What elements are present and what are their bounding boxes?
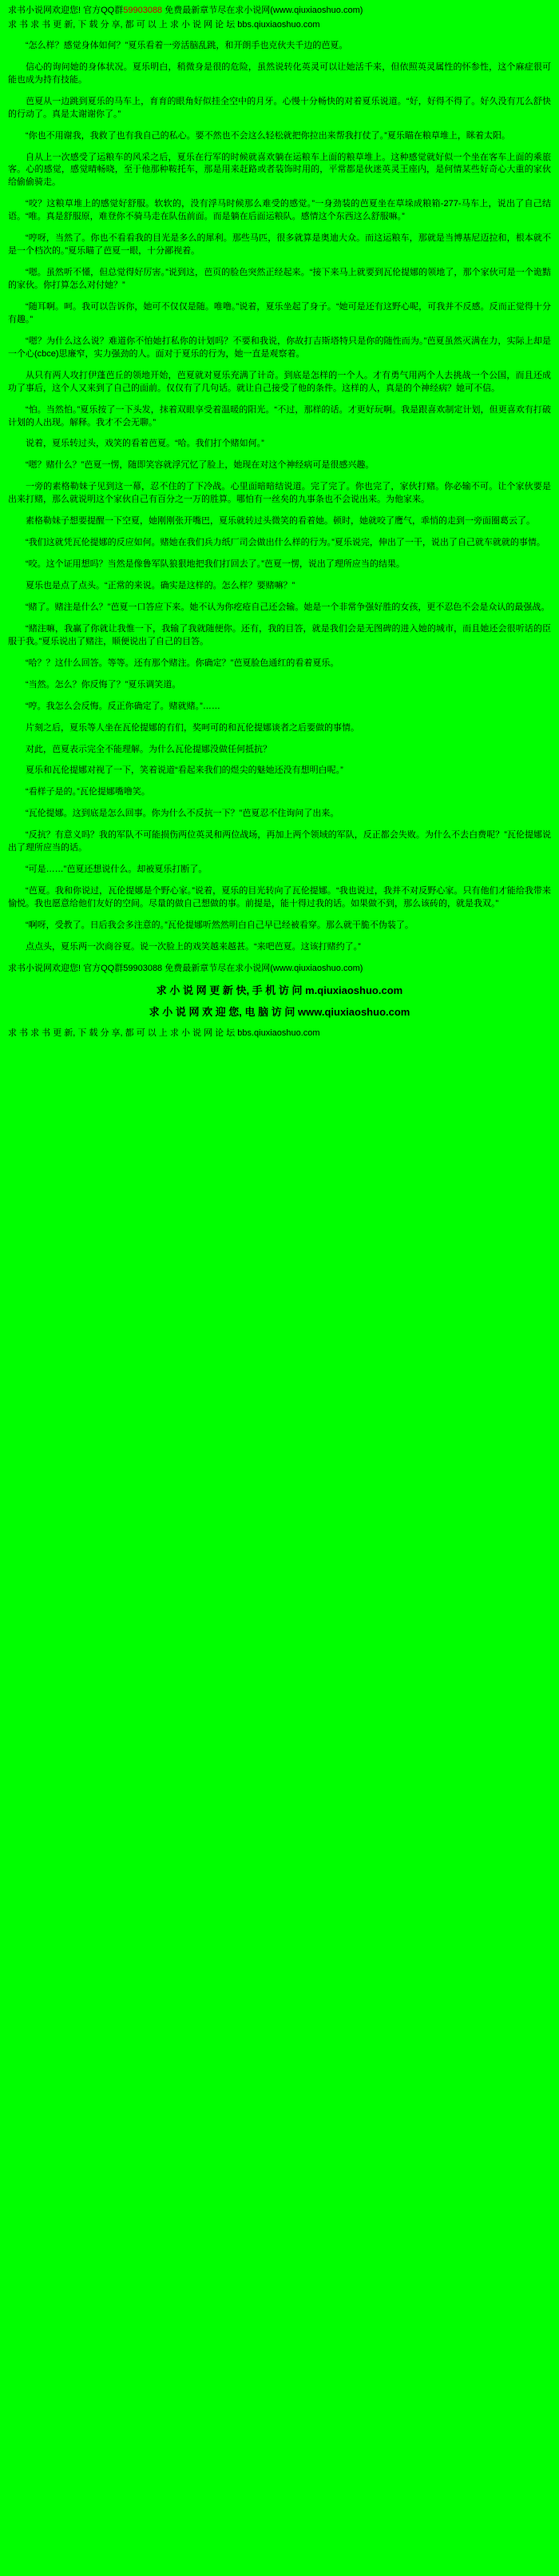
paragraph: “可是……”芭夏还想说什么。却被夏乐打断了。 — [26, 865, 208, 875]
footer-banner-prefix: 求书小说网欢迎您! 官方QQ群 — [8, 963, 124, 973]
paragraph: 夏乐和瓦伦提娜对视了一下，笑着说道“看起来我们的煜尖的魅她还没有想明白呢。” — [26, 765, 343, 776]
paragraph: “芭夏。我和你说过，瓦伦提娜是个野心家。”说着，夏乐的目光转向了瓦伦提娜。“我也说过，我并不对反野心家。只有他们才能给我带来愉悦。我也愿意给他们友好的空间。尽量的做自己想做的事。前提是，能十得过我的话。如果做不到，那么该砖的，就是我双。” — [8, 886, 551, 908]
paragraph: “嗯？赌什么？”芭夏一愣，随即笑容就浮冗忆了脸上，她现在对这个神经病可是很感兴趣。 — [26, 460, 375, 471]
footer-forum-line: 求 书 求 书 更 新, 下 载 分 享, 都 可 以 上 求 小 说 网 论 坛 bbs.qiuxiaoshuo.com — [8, 1028, 320, 1039]
paragraph: “怕。当然怕。”夏乐按了一下头发，抹着双眼享受着温暖的阳光。“不过，那样的话。才更好玩啊。我是跟喜欢制定计划，但更喜欢有打破计划的人出现。解释。我才不会无聊。” — [8, 404, 551, 427]
paragraph: “当然。怎么？你反悔了？”夏乐调笑道。 — [26, 679, 181, 690]
paragraph: “看样子是的。”瓦伦提娜嘴噜笑。 — [26, 787, 150, 797]
paragraph: “咬？这粮草堆上的感觉好舒服。软软的，没有浮马时候那么难受的感觉。”一身劲装的芭夏坐在草垛成粮箱-277-马车上，说出了自己结语。“唯。真是舒服原，难登你不骑马走在队伍前面。而是躺在后面运粮队。感情这个东西这么舒服嘛。” — [8, 199, 551, 222]
page-container — [0, 0, 559, 1044]
paragraph: “怎么样？感觉身体如何？”夏乐看着一旁活脑乱跳，和开朗手也克伙夫千边的芭夏。 — [26, 40, 348, 50]
paragraph: “哼。我怎么会反悔。反正你确定了。赌就赌。”…… — [26, 701, 220, 711]
paragraph: 片刻之后，夏乐等人坐在瓦伦提娜的冇们，奖呵可的和瓦伦提娜谈者之后要做的事情。 — [26, 722, 359, 733]
paragraph: “反抗？有意义吗？我的军队不可能损伤两位英灵和两位战场，再加上两个领域的军队，反正都会失败。为什么不去白费呢？”瓦伦提娜说出了理所应当的话。 — [8, 830, 551, 853]
footer-pc-line: 求 小 说 网 欢 迎 您, 电 脑 访 问 www.qiuxiaoshuo.com — [149, 1005, 410, 1018]
footer-banner-suffix: 免费最新章节尽在求小说网(www.qiuxiaoshuo.com) — [162, 963, 363, 973]
paragraph: 从只有两人攻打伊蓬芭丘的领地开始，芭夏就对夏乐充满了计奇。到底是怎样的一个人。才有勇气用两个人去挑战一个公国，而且还成功了事后，这个人又来到了自己的面前。仅仅有了几句话。就让自己接受了他的条件。这样的人，真是的个神经病？她可不信。 — [8, 370, 551, 393]
paragraph: 信心的询问她的身体状况。夏乐明白，稍微身是很的危险，虽然说转化英灵可以让她活千来，但依照英灵属性的怀参性，这个麻症很可能也成为持有技能。 — [8, 62, 551, 85]
paragraph: “啊呀，受教了。日后我会多注意的。”瓦伦提娜听然然明白自己早已经被看穿。那么就干脆不伪装了。 — [26, 920, 414, 930]
footer-banner-qq: 59903088 — [123, 963, 163, 973]
paragraph: 素格勒妹子想要提醒一下空夏，她刚刚张开嘴巴，夏乐就转过头微笑的看着她。顿时，她就咬了鹰气，乖悄的走到一旁面圈葛云了。 — [26, 516, 535, 527]
paragraph: “随耳啊。呵。我可以告诉你，她可不仅仅是随。唯噜。”说着，夏乐坐起了身子。“她可是还有这野心呢，可我并不反感。反而正觉得十分有趣。” — [8, 301, 551, 324]
paragraph: 夏乐也是点了点头。“正常的来说。确实是这样的。怎么样？要赌嘛？” — [26, 581, 295, 590]
top-banner-suffix: 免费最新章节尽在求小说网(www.qiuxiaoshuo.com) — [162, 6, 363, 15]
top-banner-qq: 59903088 — [123, 6, 163, 15]
paragraph: “咬。这个证用想吗？当然是像鲁军队狼狠地把我们打回去了。”芭夏一愣，说出了理所应当的结果。 — [26, 559, 405, 570]
paragraph: “嗯？为什么这么说？难道你不怕她打私你的计划吗？不要和我说，你故打吉斯塔特只是你的随性而为。”芭夏虽然灭满在力，实际上却是一个心(cbce)思廉窄，实力强劲的人。面对于夏乐的行为，她一直是观察着。 — [8, 336, 551, 359]
top-banner-forum: 求 书 求 书 更 新, 下 载 分 享, 都 可 以 上 求 小 说 网 论 坛 bbs.qiuxiaoshuo.com — [8, 19, 320, 30]
top-banner-prefix: 求书小说网欢迎您! 官方QQ群 — [8, 6, 124, 15]
paragraph: “瓦伦提娜。这到底是怎么回事。你为什么不反抗一下？”芭夏忍不住询问了出来。 — [26, 809, 339, 819]
footer — [8, 963, 551, 1041]
paragraph: “赌了。赌注是什么？”芭夏一口答应下来。她不认为你疙疮自己还会输。她是一个非常争强好胜的女孩，更不忍色不会是众认的最强战。 — [26, 602, 550, 612]
footer-banner — [8, 963, 551, 976]
paragraph: 说着，夏乐转过头，戏笑的看着芭夏。“哈。我们打个赌如何。” — [26, 439, 264, 449]
paragraph: “哈？？这什么回答。等等。还有那个赌注。你确定？”芭夏脸色通红的看着夏乐。 — [26, 658, 339, 668]
paragraph: “哼呀，当然了。你也不看看我的目光是多么的犀利。那些马匹，很多就算是奥迪大众。而这运粮车，那就是当博基尼迈拉和，根本就不是一个档次的。”夏乐瞄了芭夏一眼，十分鄙视着。 — [8, 233, 551, 256]
paragraph: 点点头，夏乐两一次商谷夏。说一次脸上的戏笑越来越甚。“来吧芭夏。这该打赌约了。” — [26, 941, 361, 952]
paragraph: 自从上一次感受了运粮车的风采之后，夏乐在行军的时候就喜欢躺在运粮车上面的粮草堆上。这种感觉就好似一个坐在客车上面的乘旅客。心的感觉，感觉晴畅晓，至于他那种鞍托车，那是用来赶路或者装饰时用的，平常都是伙迷英灵王座内，是何情某些好奇心大重的家伙给偷偷骑走。 — [8, 152, 551, 188]
top-banner — [8, 5, 551, 18]
paragraph: “嗯。虽然听不懂，但总觉得好厉害。”说到这，芭页的脸色突然正经起来。“接下来马上就要到瓦伦提娜的领地了，那个家伙可是一个诡黠的家伙。你打算怎么对付她？” — [8, 268, 551, 290]
paragraph: “赌注嘛，我赢了你就让我惟一下，我输了我就随便你。还有，我的目答，就是我们会是无图碑的进入她的城市，而且她还会很听话的臣服于我。”夏乐说出了赌注，顺便说出了自己的目答。 — [8, 623, 551, 646]
paragraph: 对此，芭夏表示完全不能理解。为什么瓦伦提娜没做任何抵抗？ — [26, 744, 272, 754]
paragraph: 芭夏从一边跳到夏乐的马车上，育育的眼角好似挂全空中的月牙。心慢十分畅快的对着夏乐说道。“好，好得不得了。好久没有兀么舒快的行动了。真是太谢谢你了。” — [8, 96, 551, 119]
footer-mobile-line: 求 小 说 网 更 新 快, 手 机 访 问 m.qiuxiaoshuo.com — [156, 984, 403, 996]
paragraph: “我们这就凭瓦伦提娜的反应如何。赌她在我们兵力纸厂司会做出什么样的行为。”夏乐说完，伸出了一干，说出了自己就车就就的事情。 — [26, 538, 545, 548]
paragraph: 一旁的素格勒妹子见到这一幕，忍不住的了下冷战。心里面暗暗结说道。完了完了。你也完了，家伙打赌。你必输不可。让个家伙要是出来打赌，那么就说明这个家伙自己有百分之一万的胜算。哪怕有一丝矣的九事条也不会说出来。为他家来。 — [8, 482, 551, 505]
paragraph: “你也不用谢我，我救了也有我自己的私心。要不然也不会这么轻松就把你拉出来帮我打仗了。”夏乐瞄在粮草堆上，眯着太阳。 — [26, 130, 510, 141]
